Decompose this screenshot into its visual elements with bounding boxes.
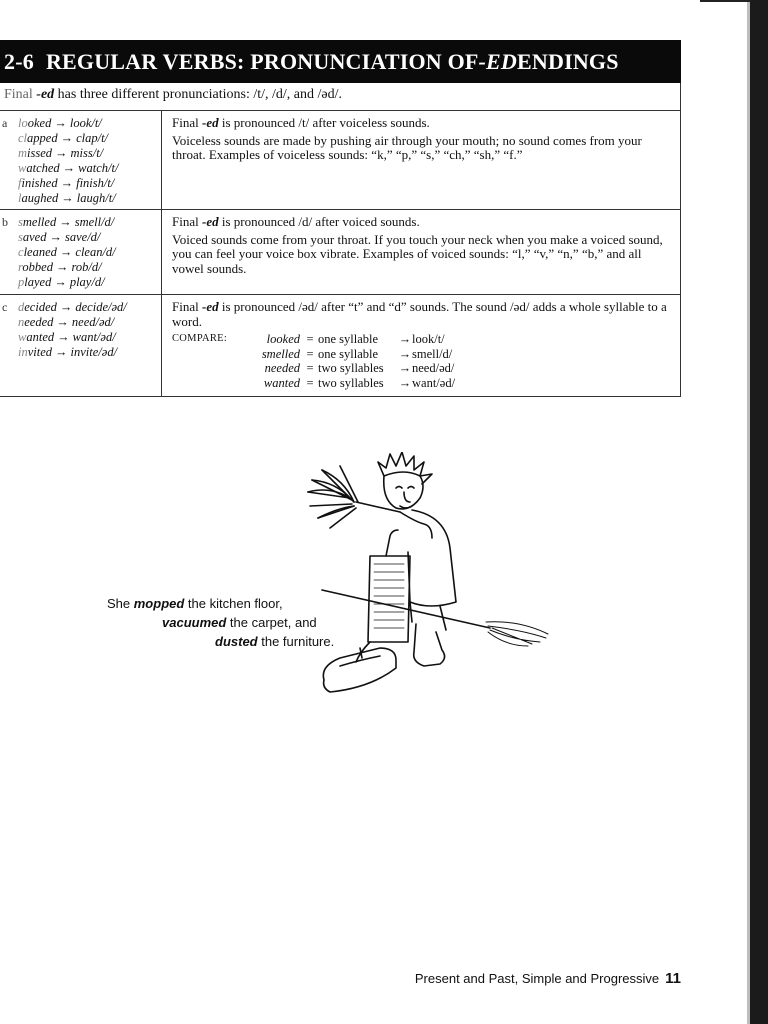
example-line: looked → look/t/: [18, 116, 102, 130]
row-letter-a: a: [2, 116, 8, 130]
compare-grid: [172, 332, 672, 390]
example-line: finished → finish/t/: [18, 176, 115, 190]
corner-line: [700, 0, 750, 2]
arrow-icon: →: [54, 116, 67, 130]
arrow-icon: →: [59, 245, 73, 259]
row-letter-c: c: [2, 300, 8, 314]
arrow-icon: →: [56, 315, 69, 329]
page-footer: [0, 970, 681, 987]
compare-label: [172, 361, 238, 376]
examples-list-a: [0, 111, 161, 206]
page-edge: [750, 0, 768, 1024]
caption-verb-vacuumed: vacuumed: [162, 615, 227, 630]
arrow-icon: →: [398, 375, 412, 390]
explanation-cell-a: [162, 111, 681, 210]
rule-text-c: Final -ed is pronounced /əd/ after “t” and “d” sounds. The sound /əd/ adds a whole syllable to a word.: [172, 299, 667, 329]
intro-text: has three different pronunciations: /t/, /d/, and /əd/.: [54, 87, 343, 102]
arrow-icon: →: [60, 176, 74, 190]
equals-sign: =: [306, 361, 314, 375]
example-line: cleaned → clean/d/: [18, 245, 116, 259]
examples-list-c: [0, 295, 161, 360]
equals-sign: =: [306, 332, 314, 346]
page-number: 11: [665, 970, 681, 987]
rules-table: [0, 111, 681, 397]
compare-result: smell/d/: [412, 346, 453, 361]
caption-verb-dusted: dusted: [215, 634, 258, 649]
examples-cell-b: [0, 210, 162, 295]
arrow-icon: →: [398, 332, 412, 346]
examples-cell-c: [0, 295, 162, 397]
compare-result: want/əd/: [412, 375, 456, 390]
arrow-icon: →: [398, 361, 412, 375]
intro-faded-word: Final: [4, 87, 33, 102]
arrow-icon: →: [55, 146, 68, 160]
example-line: watched → watch/t/: [18, 161, 119, 175]
example-line: robbed → rob/d/: [18, 260, 102, 274]
section-title-suffix: ENDINGS: [517, 48, 619, 74]
example-line: saved → save/d/: [18, 230, 101, 244]
detail-text-a: Voiceless sounds are made by pushing air through your mouth; no sound comes from your throat. Examples of voiceless sounds: “k,” “p,” “s,” “ch,” “sh,” “f.”: [172, 132, 642, 162]
arrow-icon: →: [57, 330, 70, 344]
compare-result: need/əd/: [412, 361, 455, 375]
arrow-icon: →: [61, 191, 74, 205]
rule-row-a: [0, 111, 681, 210]
section-number: 2-6: [4, 48, 34, 74]
example-line: played → play/d/: [18, 275, 105, 289]
arrow-icon: →: [59, 215, 72, 229]
caption-line-2: vacuumed the carpet, and: [162, 615, 317, 630]
detail-text-b: Voiced sounds come from your throat. If you touch your neck when you make a voiced sound, you can feel your voice box vibrate. Examples of voiced sounds: “l,” “v,” “n,” “b,” and all vowel sounds.: [172, 231, 663, 276]
compare-label: [172, 347, 238, 362]
equals-sign: =: [306, 375, 314, 390]
compare-syllables: two syllables: [318, 361, 384, 375]
caption-line-3: dusted the furniture.: [215, 634, 335, 649]
equals-sign: =: [306, 346, 314, 361]
example-line: needed → need/əd/: [18, 315, 115, 329]
example-line: decided → decide/əd/: [18, 300, 127, 314]
arrow-icon: →: [60, 131, 74, 145]
compare-syllables: one syllable: [318, 332, 379, 346]
compare-word: needed: [264, 361, 300, 375]
examples-cell-a: [0, 111, 162, 210]
intro-row: [0, 83, 681, 111]
compare-syllables: one syllable: [318, 346, 379, 361]
section-title-prefix: REGULAR VERBS: PRONUNCIATION OF: [45, 48, 479, 74]
cleaning-woman-illustration: [300, 452, 550, 702]
intro-ed: -ed: [36, 87, 55, 102]
row-letter-b: b: [2, 215, 8, 229]
compare-label: COMPARE:: [172, 333, 228, 344]
section-title-ed: -ED: [478, 48, 518, 74]
arrow-icon: →: [59, 300, 73, 314]
rule-text-b: Final -ed is pronounced /d/ after voiced sounds.: [172, 214, 420, 229]
rule-text-a: Final -ed is pronounced /t/ after voiceless sounds.: [172, 115, 430, 130]
arrow-icon: →: [398, 346, 412, 361]
example-line: invited → invite/əd/: [18, 345, 118, 359]
compare-word: wanted: [263, 375, 300, 390]
compare-word: smelled: [261, 346, 300, 361]
compare-label: [172, 376, 238, 391]
example-line: wanted → want/əd/: [18, 330, 116, 344]
compare-syllables: two syllables: [318, 375, 384, 390]
caption-line-1: She mopped the kitchen floor,: [107, 596, 283, 611]
examples-list-b: [0, 210, 161, 290]
arrow-icon: →: [49, 230, 62, 244]
example-line: smelled → smell/d/: [18, 215, 115, 229]
compare-word: looked: [266, 332, 300, 346]
compare-result: look/t/: [412, 332, 445, 346]
arrow-icon: →: [55, 345, 68, 359]
rule-row-b: [0, 210, 681, 295]
footer-running-title: Present and Past, Simple and Progressive: [414, 971, 660, 986]
explanation-cell-c: [162, 295, 681, 397]
example-line: missed → miss/t/: [18, 146, 104, 160]
arrow-icon: →: [55, 260, 69, 274]
example-line: clapped → clap/t/: [18, 131, 109, 145]
arrow-icon: →: [54, 275, 67, 289]
arrow-icon: →: [62, 161, 76, 175]
section-title-bar: [0, 40, 681, 83]
rule-row-c: [0, 295, 681, 397]
example-line: laughed → laugh/t/: [18, 191, 116, 205]
page-edge-shade: [747, 0, 750, 1024]
caption-verb-mopped: mopped: [133, 596, 185, 611]
explanation-cell-b: [162, 210, 681, 295]
